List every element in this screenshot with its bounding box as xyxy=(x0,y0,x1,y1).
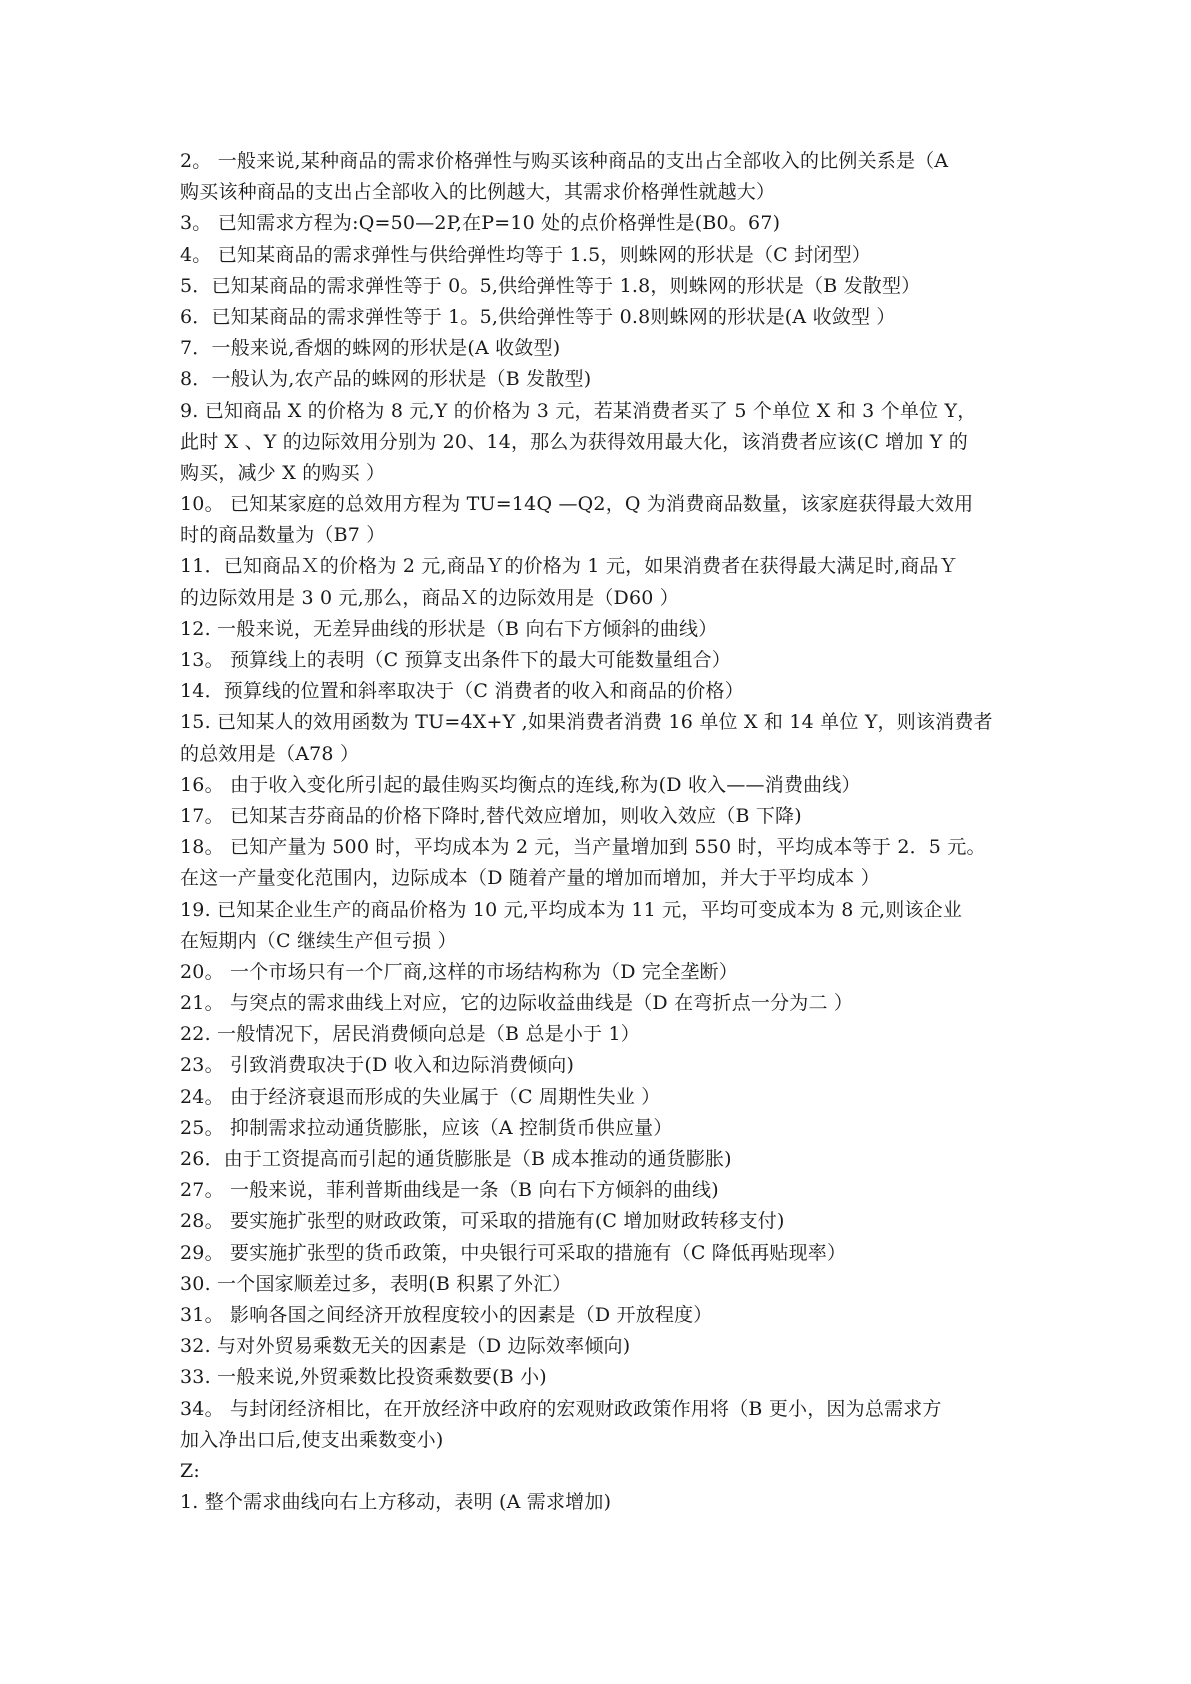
text-line: 25。 抑制需求拉动通货膨胀，应该（A 控制货币供应量） xyxy=(180,1116,673,1139)
text-line: 6．已知某商品的需求弹性等于 1。5,供给弹性等于 0.8则蛛网的形状是(A 收敛型 ） xyxy=(180,305,896,328)
text-line: 29。 要实施扩张型的货币政策，中央银行可采取的措施有（C 降低再贴现率） xyxy=(180,1241,847,1264)
text-line: 1. 整个需求曲线向右上方移动，表明 (A 需求增加) xyxy=(180,1491,612,1514)
document-body xyxy=(180,146,1030,1518)
text-line: 11．已知商品Ｘ的价格为 2 元,商品Ｙ的价格为 1 元，如果消费者在获得最大满足时,商品Ｙ xyxy=(180,555,958,578)
text-line: 16。 由于收入变化所引起的最佳购买均衡点的连线,称为(D 收入——消费曲线） xyxy=(180,773,861,796)
text-line: 7．一般来说,香烟的蛛网的形状是(A 收敛型) xyxy=(180,337,561,360)
text-line: 18。 已知产量为 500 时，平均成本为 2 元，当产量增加到 550 时，平均成本等于 2．5 元。 xyxy=(180,836,986,859)
text-line: 20。 一个市场只有一个厂商,这样的市场结构称为（D 完全垄断） xyxy=(180,960,738,983)
text-line: 17。 已知某吉芬商品的价格下降时,替代效应增加，则收入效应（B 下降) xyxy=(180,804,802,827)
text-line: 30. 一个国家顺差过多，表明(B 积累了外汇） xyxy=(180,1272,572,1295)
text-line: Z: xyxy=(180,1459,201,1482)
text-line: 在短期内（C 继续生产但亏损 ） xyxy=(180,929,457,952)
text-line: 10。 已知某家庭的总效用方程为 TU=14Q —Q2，Q 为消费商品数量，该家庭获得最大效用 xyxy=(180,493,974,516)
text-line: 加入净出口后,使支出乘数变小) xyxy=(180,1428,444,1451)
text-line: 31。 影响各国之间经济开放程度较小的因素是（D 开放程度） xyxy=(180,1303,713,1326)
text-line: 13。 预算线上的表明（C 预算支出条件下的最大可能数量组合） xyxy=(180,649,731,671)
text-line: 34。 与封闭经济相比，在开放经济中政府的宏观财政政策作用将（B 更小，因为总需求方 xyxy=(180,1397,942,1420)
text-line: 时的商品数量为（B7 ） xyxy=(180,524,386,547)
text-line: 21。 与突点的需求曲线上对应，它的边际收益曲线是（D 在弯折点一分为二 ） xyxy=(180,992,854,1015)
text-line: 27。 一般来说，菲利普斯曲线是一条（B 向右下方倾斜的曲线) xyxy=(180,1179,719,1202)
text-line: 8．一般认为,农产品的蛛网的形状是（B 发散型) xyxy=(180,368,592,391)
text-line: 的边际效用是 3 0 元,那么，商品Ｘ的边际效用是（D60 ） xyxy=(180,586,679,609)
text-line: 19. 已知某企业生产的商品价格为 10 元,平均成本为 11 元，平均可变成本为 8 元,则该企业 xyxy=(180,898,963,921)
text-line: 26．由于工资提高而引起的通货膨胀是（B 成本推动的通货膨胀) xyxy=(180,1148,732,1170)
text-line: 在这一产量变化范围内，边际成本（D 随着产量的增加而增加，并大于平均成本 ） xyxy=(180,867,880,890)
text-line: 33. 一般来说,外贸乘数比投资乘数要(B 小) xyxy=(180,1366,547,1389)
text-line: 12. 一般来说，无差异曲线的形状是（B 向右下方倾斜的曲线） xyxy=(180,617,718,640)
text-line: 购买，减少 X 的购买 ） xyxy=(180,461,386,484)
text-line: 3。 已知需求方程为:Q=50—2P,在P=10 处的点价格弹性是(B0。67) xyxy=(180,212,781,235)
text-line: 24。 由于经济衰退而形成的失业属于（C 周期性失业 ） xyxy=(180,1085,661,1108)
text-line: 2。 一般来说,某种商品的需求价格弹性与购买该种商品的支出占全部收入的比例关系是（A xyxy=(180,150,949,172)
text-line: 28。 要实施扩张型的财政政策，可采取的措施有(C 增加财政转移支付) xyxy=(180,1210,785,1233)
text-line: 23。 引致消费取决于(D 收入和边际消费倾向) xyxy=(180,1054,575,1077)
text-line: 5．已知某商品的需求弹性等于 0。5,供给弹性等于 1.8，则蛛网的形状是（B 发散型） xyxy=(180,274,921,297)
text-line: 4。 已知某商品的需求弹性与供给弹性均等于 1.5，则蛛网的形状是（C 封闭型） xyxy=(180,243,871,266)
text-line: 15. 已知某人的效用函数为 TU=4X+Y ,如果消费者消费 16 单位 X 和 14 单位 Y，则该消费者 xyxy=(180,711,993,734)
text-line: 9. 已知商品 X 的价格为 8 元,Y 的价格为 3 元，若某消费者买了 5 个单位 X 和 3 个单位 Y， xyxy=(180,399,977,422)
text-line: 的总效用是（A78 ） xyxy=(180,742,360,765)
text-line: 32. 与对外贸易乘数无关的因素是（D 边际效率倾向) xyxy=(180,1335,631,1358)
text-line: 22. 一般情况下，居民消费倾向总是（B 总是小于 1） xyxy=(180,1023,640,1046)
text-line: 购买该种商品的支出占全部收入的比例越大，其需求价格弹性就越大） xyxy=(180,181,776,204)
text-line: 14．预算线的位置和斜率取决于（C 消费者的收入和商品的价格） xyxy=(180,680,744,703)
text-line: 此时 X 、Y 的边际效用分别为 20、14，那么为获得效用最大化，该消费者应该(C 增加 Y 的 xyxy=(180,430,968,453)
